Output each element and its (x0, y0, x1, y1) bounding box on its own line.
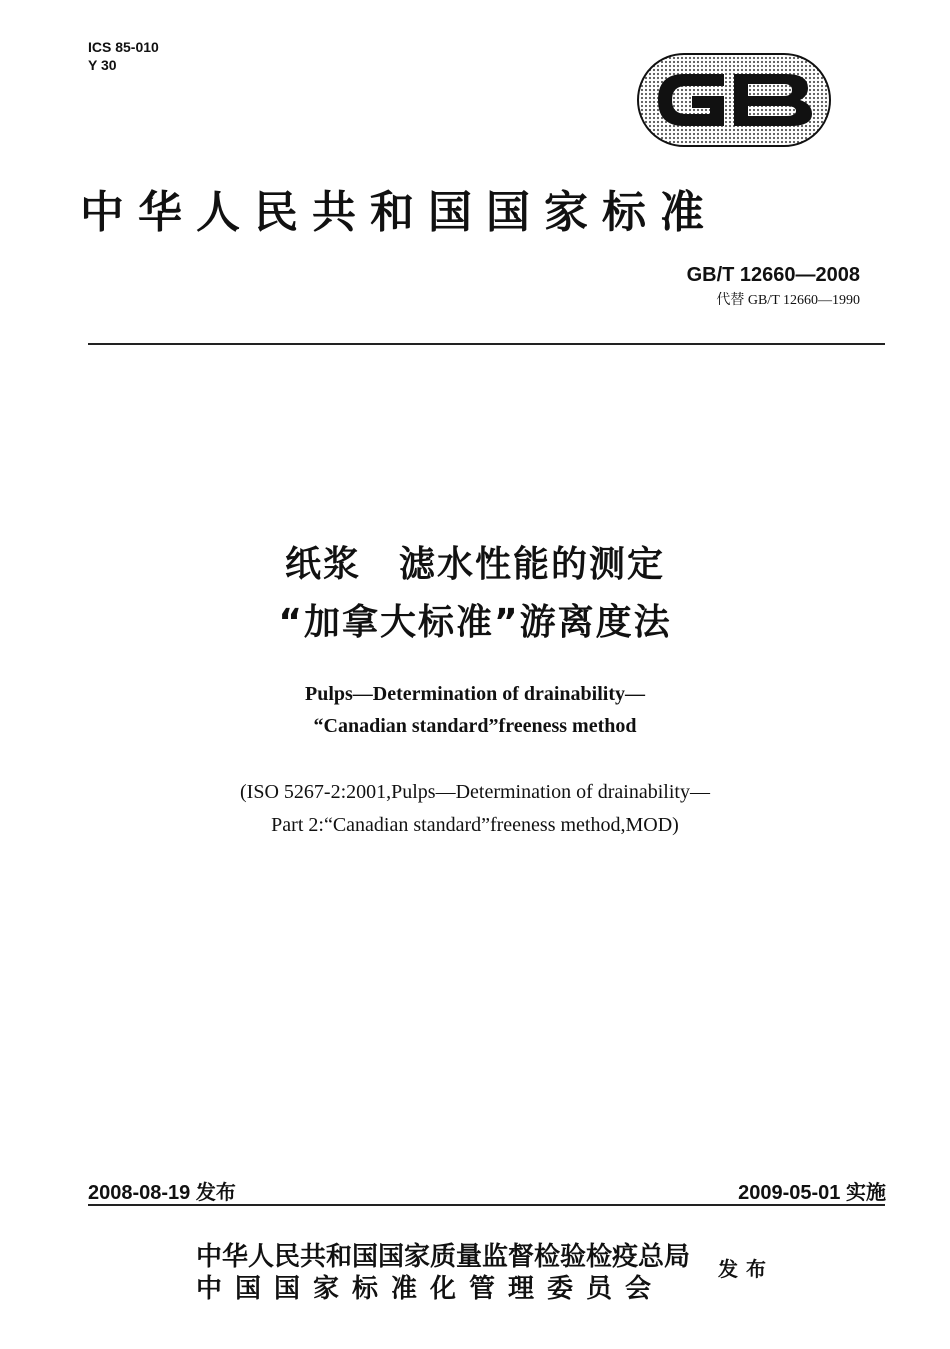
issue-date: 2008-08-19 发布 (88, 1182, 236, 1204)
title-zh-line1: 纸浆 滤水性能的测定 (284, 544, 665, 585)
iso-reference-line2: Part 2:“Canadian standard”freeness method,MOD) (271, 814, 679, 836)
standard-number: GB/T 12660—2008 (686, 264, 860, 286)
title-zh-line2: “加拿大标准”游离度法 (278, 602, 672, 643)
title-en-line1: Pulps—Determination of drainability— (304, 683, 645, 705)
gb-logo-svg (636, 52, 832, 148)
top-divider (88, 343, 885, 345)
issuer-line2: 中国国家标准化管理委员会 (196, 1274, 665, 1304)
standard-number-block (687, 264, 860, 309)
ics-code: ICS 85-010 (88, 39, 159, 55)
bottom-divider (88, 1204, 885, 1206)
iso-reference-line1: (ISO 5267-2:2001,Pulps—Determination of drainability— (240, 781, 710, 803)
publish-label: 发布 (718, 1257, 774, 1281)
ccs-code: Y 30 (88, 57, 117, 73)
standard-category: 中华人民共和国国家标准 (80, 187, 718, 238)
title-en-line2: “Canadian standard”freeness method (313, 715, 637, 737)
implementation-date: 2009-05-01 实施 (738, 1182, 886, 1204)
replaces-standard: 代替 GB/T 12660—1990 (716, 293, 860, 308)
issuer-line1: 中华人民共和国国家质量监督检验检疫总局 (196, 1242, 691, 1272)
gb-logo-icon (636, 52, 832, 152)
classification-codes (88, 38, 159, 74)
